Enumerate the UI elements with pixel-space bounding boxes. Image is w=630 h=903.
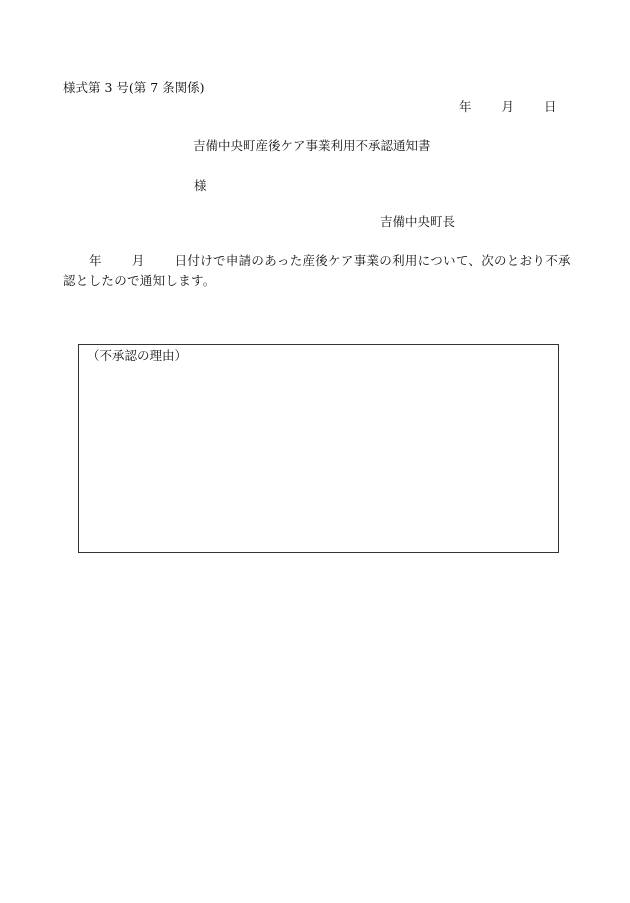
date-day: 日 [544,99,557,114]
reason-label: （不承認の理由） [87,348,188,363]
body-text: 日付けで申請のあった産後ケア事業の利用について、次のとおり不承認としたので通知します。 [63,253,571,288]
recipient-suffix: 様 [194,178,207,193]
reason-box [78,344,559,553]
document-title: 吉備中央町産後ケア事業利用不承認通知書 [193,138,431,153]
form-number: 様式第 3 号(第 7 条関係) [63,80,205,95]
body-year: 年 [89,253,102,268]
body-month: 月 [131,253,145,268]
date-year: 年 [459,99,472,114]
date-month: 月 [501,99,515,114]
date-line [459,99,557,115]
issuer-name: 吉備中央町長 [380,214,456,229]
notice-body [63,251,573,291]
